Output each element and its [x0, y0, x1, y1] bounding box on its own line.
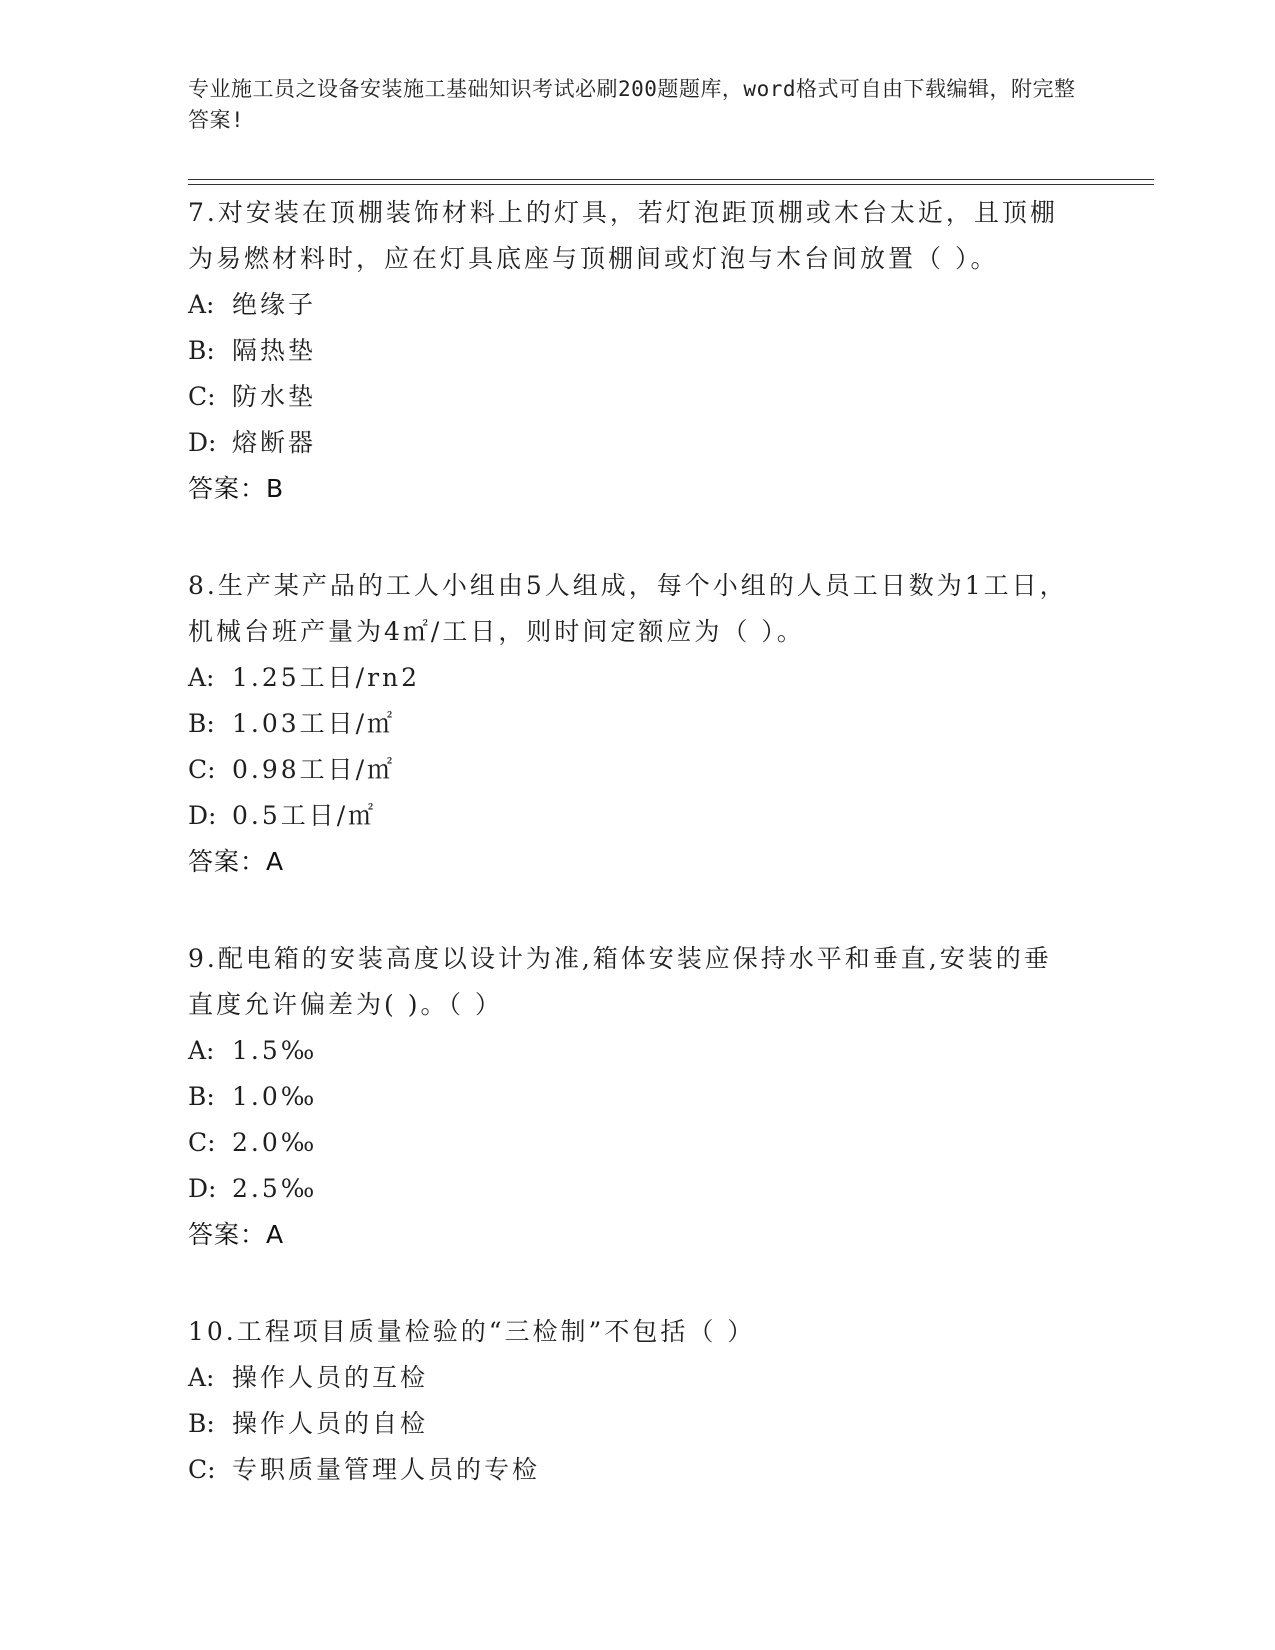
option-c	[188, 1447, 1068, 1493]
option-text: 操作人员的互检	[232, 1363, 429, 1392]
question-stem: 8.生产某产品的工人小组由5人组成，每个小组的人员工日数为1工日，机械台班产量为4㎡/工日，则时间定额应为（ ）。	[188, 571, 1068, 646]
option-c	[188, 374, 1068, 420]
option-letter: D:	[188, 801, 217, 830]
option-letter: B:	[188, 336, 215, 365]
option-letter: C:	[188, 755, 216, 784]
header-divider-top	[188, 179, 1154, 180]
option-text: 0.98工日/㎡	[232, 755, 396, 784]
answer-line	[188, 1212, 1068, 1258]
option-a	[188, 1028, 1068, 1074]
option-a	[188, 282, 1068, 328]
answer-value: A	[266, 847, 285, 876]
option-letter: A:	[188, 663, 215, 692]
option-d	[188, 1166, 1068, 1212]
option-text: 防水垫	[232, 382, 317, 411]
option-a	[188, 1355, 1068, 1401]
question-item	[188, 563, 1068, 885]
option-d	[188, 420, 1068, 466]
question-list	[188, 190, 1068, 1544]
option-letter: B:	[188, 1082, 215, 1111]
answer-label: 答案：	[188, 847, 267, 876]
question-item	[188, 1309, 1068, 1493]
option-text: 1.03工日/㎡	[232, 709, 396, 738]
question-item	[188, 190, 1068, 512]
question-item	[188, 936, 1068, 1258]
option-text: 2.0‰	[232, 1128, 318, 1157]
option-letter: C:	[188, 1455, 216, 1484]
option-letter: A:	[188, 1363, 215, 1392]
option-letter: B:	[188, 709, 215, 738]
option-d	[188, 793, 1068, 839]
answer-value: B	[266, 474, 285, 503]
option-text: 1.0‰	[232, 1082, 318, 1111]
option-text: 专职质量管理人员的专检	[232, 1455, 541, 1484]
option-text: 2.5‰	[232, 1174, 318, 1203]
option-text: 隔热垫	[232, 336, 317, 365]
option-text: 1.5‰	[232, 1036, 318, 1065]
option-letter: C:	[188, 1128, 216, 1157]
option-b	[188, 1401, 1068, 1447]
option-b	[188, 328, 1068, 374]
option-a	[188, 655, 1068, 701]
answer-line	[188, 466, 1068, 512]
option-c	[188, 747, 1068, 793]
option-b	[188, 1074, 1068, 1120]
option-letter: D:	[188, 428, 217, 457]
option-letter: A:	[188, 290, 215, 319]
option-c	[188, 1120, 1068, 1166]
option-letter: B:	[188, 1409, 215, 1438]
option-text: 1.25工日/rn2	[232, 663, 421, 692]
option-text: 0.5工日/㎡	[232, 801, 377, 830]
option-letter: A:	[188, 1036, 215, 1065]
question-stem: 9.配电箱的安装高度以设计为准,箱体安装应保持水平和垂直,安装的垂直度允许偏差为( )。（ ）	[188, 944, 1052, 1019]
option-text: 操作人员的自检	[232, 1409, 429, 1438]
answer-line	[188, 839, 1068, 885]
option-letter: C:	[188, 382, 216, 411]
document-header-title: 专业施工员之设备安装施工基础知识考试必刷200题题库，word格式可自由下载编辑，附完整答案!	[188, 77, 1076, 132]
option-text: 绝缘子	[232, 290, 317, 319]
answer-value: A	[266, 1220, 285, 1249]
option-text: 熔断器	[232, 428, 317, 457]
header-divider-bottom	[188, 184, 1154, 185]
question-stem: 7.对安装在顶棚装饰材料上的灯具，若灯泡距顶棚或木台太近，且顶棚为易燃材料时，应在灯具底座与顶棚间或灯泡与木台间放置（ ）。	[188, 198, 1058, 273]
answer-label: 答案：	[188, 474, 267, 503]
answer-label: 答案：	[188, 1220, 267, 1249]
option-b	[188, 701, 1068, 747]
option-letter: D:	[188, 1174, 217, 1203]
question-stem: 10.工程项目质量检验的“三检制”不包括（ ）	[188, 1317, 756, 1346]
